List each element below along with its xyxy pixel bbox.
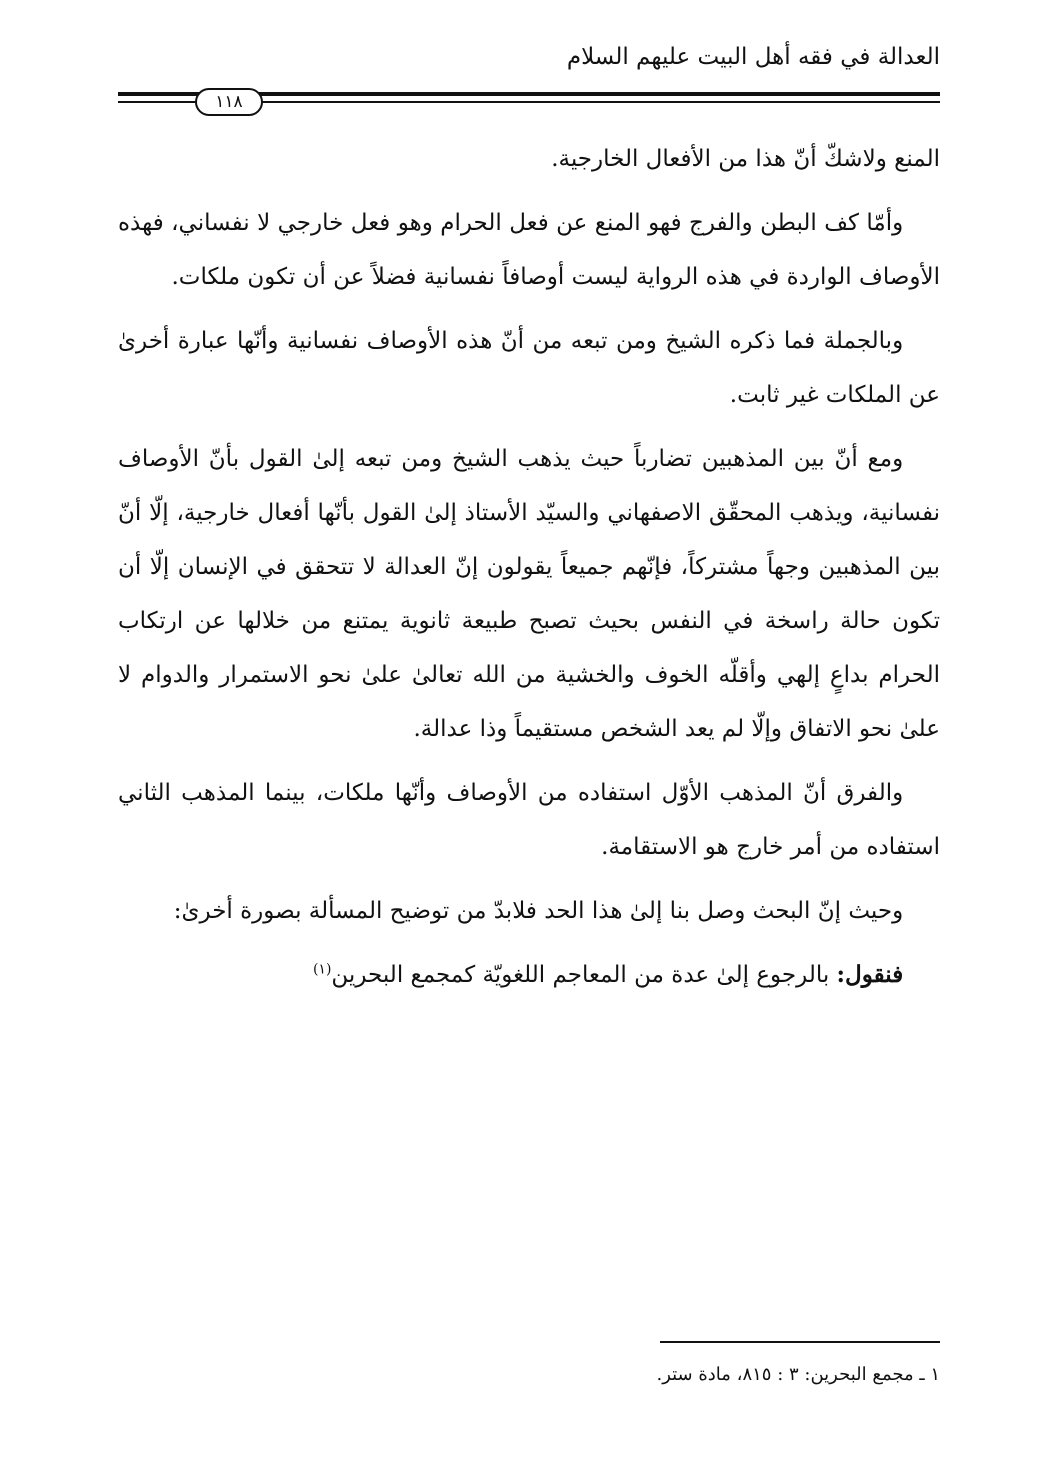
- paragraph: ومع أنّ بين المذهبين تضارباً حيث يذهب الشيخ ومن تبعه إلىٰ القول بأنّ الأوصاف نفسانية، ويذهب المحقّق الاصفهاني والسيّد الأستاذ إلىٰ القول بأنّها أفعال خارجية، إلّا أنّ بين المذهبين وجهاً مشتركاً، فإنّهم جميعاً يقولون إنّ العدالة لا تتحقق في الإنسان إلّا أن تكون حالة راسخة في النفس بحيث تصبح طبيعة ثانوية يمتنع من خلالها عن ارتكاب الحرام بداعٍ إلهي وأقلّه الخوف والخشية من الله تعالىٰ علىٰ نحو الاستمرار والدوام لا علىٰ نحو الاتفاق وإلّا لم يعد الشخص مستقيماً وذا عدالة.: [118, 446, 940, 742]
- running-header-title: العدالة في فقه أهل البيت عليهم السلام: [566, 44, 940, 70]
- lead-word: فنقول:: [836, 961, 904, 988]
- paragraph: والفرق أنّ المذهب الأوّل استفاده من الأوصاف وأنّها ملكات، بينما المذهب الثاني استفاده من أمر خارج هو الاستقامة.: [118, 780, 940, 860]
- paragraph-text: بالرجوع إلىٰ عدة من المعاجم اللغويّة كمجمع البحرين: [331, 962, 837, 988]
- paragraph-last: [118, 948, 940, 1002]
- page-number: ١١٨: [195, 88, 263, 116]
- paragraph: وحيث إنّ البحث وصل بنا إلىٰ هذا الحد فلابدّ من توضيح المسألة بصورة أخرىٰ:: [173, 898, 904, 924]
- paragraph: وأمّا كف البطن والفرج فهو المنع عن فعل الحرام وهو فعل خارجي لا نفساني، فهذه الأوصاف الواردة في هذه الرواية ليست أوصافاً نفسانية فضلاً عن أن تكون ملكات.: [118, 210, 940, 290]
- footnote-reference: (١): [312, 961, 332, 978]
- body-text: [118, 132, 940, 1012]
- paragraph: المنع ولاشكّ أنّ هذا من الأفعال الخارجية.: [551, 146, 940, 172]
- footnote-separator: [660, 1341, 940, 1343]
- paragraph: وبالجملة فما ذكره الشيخ ومن تبعه من أنّ هذه الأوصاف نفسانية وأنّها عبارة أخرىٰ عن الملكات غير ثابت.: [118, 328, 940, 408]
- footnote: ١ ـ مجمع البحرين: ٣ : ٨١٥، مادة ستر.: [656, 1364, 940, 1385]
